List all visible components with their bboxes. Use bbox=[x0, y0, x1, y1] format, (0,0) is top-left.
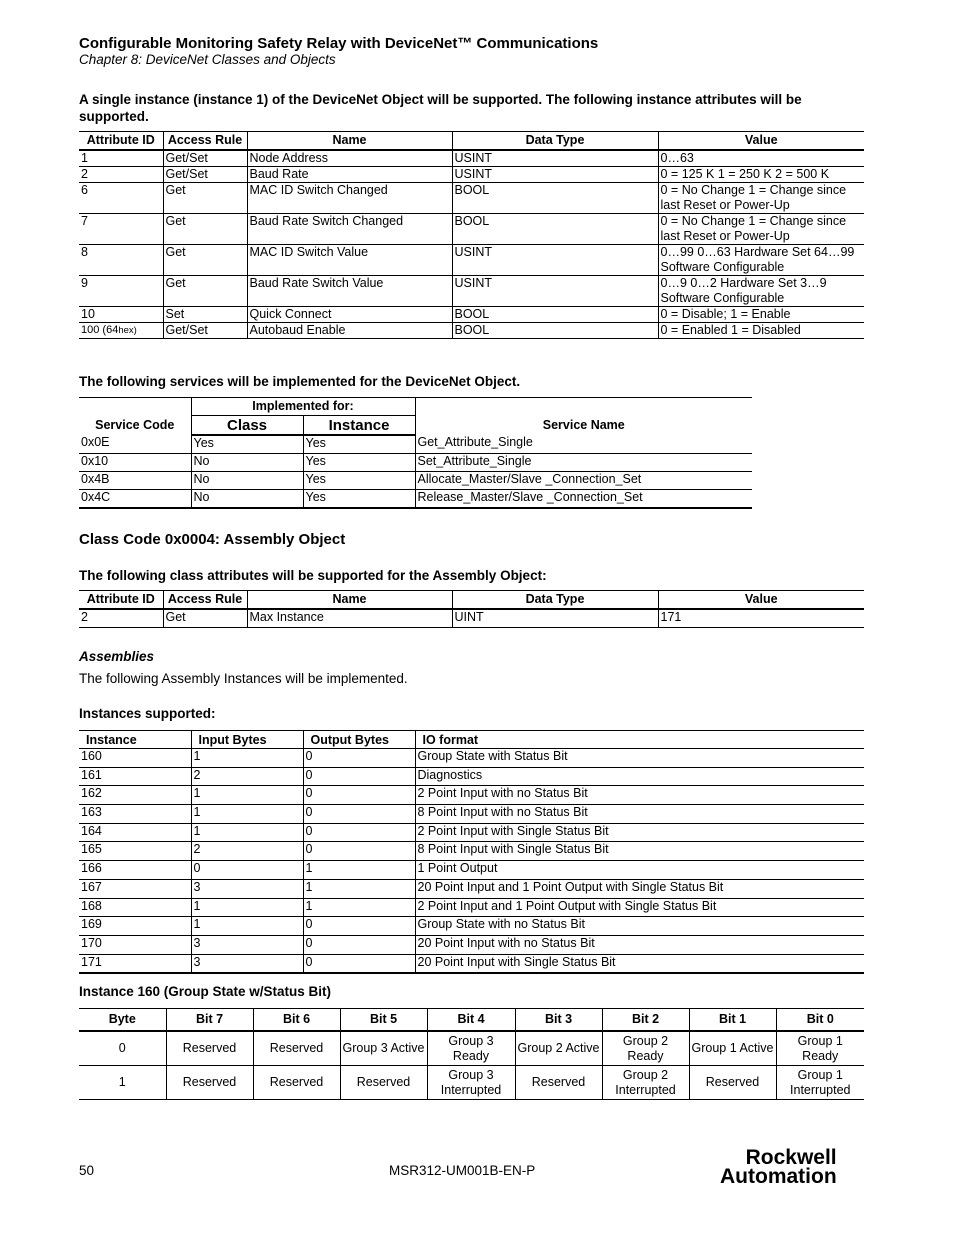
column-header: Bit 4 bbox=[427, 1009, 515, 1032]
column-header: Bit 6 bbox=[253, 1009, 340, 1032]
table-cell: Get bbox=[163, 609, 247, 628]
table-cell: Group 3 Interrupted bbox=[427, 1066, 515, 1100]
table-row bbox=[79, 842, 864, 861]
table-cell: Autobaud Enable bbox=[247, 323, 452, 339]
table-cell: Yes bbox=[303, 435, 415, 454]
table-cell: 0 = 125 K 1 = 250 K 2 = 500 K bbox=[658, 167, 864, 183]
table-cell: 0…63 bbox=[658, 150, 864, 167]
table-cell: 0…99 0…63 Hardware Set 64…99 Software Configurable bbox=[658, 245, 864, 276]
table-cell: 6 bbox=[79, 183, 163, 214]
table-cell: Get/Set bbox=[163, 323, 247, 339]
instance160-heading: Instance 160 (Group State w/Status Bit) bbox=[79, 984, 332, 999]
table-cell: USINT bbox=[452, 276, 658, 307]
table-cell: Group State with no Status Bit bbox=[415, 917, 864, 936]
column-header: Value bbox=[658, 591, 864, 610]
services-table bbox=[79, 397, 752, 509]
table-cell: Baud Rate Switch Changed bbox=[247, 214, 452, 245]
column-header: Access Rule bbox=[163, 591, 247, 610]
table-cell: Group 2 Interrupted bbox=[602, 1066, 689, 1100]
table-cell: No bbox=[191, 490, 303, 509]
table-cell: Group 3 Active bbox=[340, 1031, 427, 1066]
table-cell: 2 bbox=[191, 767, 303, 786]
class-attributes-intro: The following class attributes will be supported for the Assembly Object: bbox=[79, 568, 547, 583]
table-cell: Reserved bbox=[166, 1066, 253, 1100]
table-cell: Get/Set bbox=[163, 167, 247, 183]
table-cell: 167 bbox=[79, 879, 191, 898]
table-cell: 170 bbox=[79, 935, 191, 954]
table-cell: 163 bbox=[79, 805, 191, 824]
table-cell: 0x4C bbox=[79, 490, 191, 509]
table-cell: 0 bbox=[303, 954, 415, 973]
table-cell: 1 bbox=[303, 898, 415, 917]
table-cell: MAC ID Switch Value bbox=[247, 245, 452, 276]
table-cell: 2 Point Input with Single Status Bit bbox=[415, 823, 864, 842]
table-cell: 0 bbox=[79, 1031, 166, 1066]
table-cell: 164 bbox=[79, 823, 191, 842]
table-cell: 0…9 0…2 Hardware Set 3…9 Software Configurable bbox=[658, 276, 864, 307]
column-header: Bit 7 bbox=[166, 1009, 253, 1032]
column-header: Bit 3 bbox=[515, 1009, 602, 1032]
table-cell: 1 bbox=[191, 805, 303, 824]
table-cell: 100 (64hex) bbox=[79, 323, 163, 339]
table-cell: 0 bbox=[303, 842, 415, 861]
header-service-code: Service Code bbox=[79, 398, 191, 436]
table-cell: 10 bbox=[79, 307, 163, 323]
column-header: Data Type bbox=[452, 132, 658, 151]
table-cell: Yes bbox=[303, 454, 415, 472]
table-cell: Group 2 Active bbox=[515, 1031, 602, 1066]
hex-subscript: hex) bbox=[118, 325, 137, 336]
table-cell: 1 bbox=[191, 786, 303, 805]
column-header: Bit 0 bbox=[776, 1009, 864, 1032]
table-cell: Group 3 Ready bbox=[427, 1031, 515, 1066]
table-cell: Group State with Status Bit bbox=[415, 749, 864, 768]
table-cell: BOOL bbox=[452, 183, 658, 214]
intro-paragraph: A single instance (instance 1) of the DeviceNet Object will be supported. The following instance attributes will be supported. bbox=[79, 92, 802, 124]
column-header: Input Bytes bbox=[191, 731, 303, 749]
table-cell: 0 bbox=[303, 805, 415, 824]
table-cell: 2 bbox=[79, 609, 163, 628]
table-cell: Get bbox=[163, 214, 247, 245]
table-cell: 3 bbox=[191, 935, 303, 954]
table-cell: 0 = Disable; 1 = Enable bbox=[658, 307, 864, 323]
table-cell: 1 bbox=[191, 898, 303, 917]
table-cell: MAC ID Switch Changed bbox=[247, 183, 452, 214]
table-cell: BOOL bbox=[452, 307, 658, 323]
table-cell: 0 = No Change 1 = Change since last Reset or Power-Up bbox=[658, 214, 864, 245]
column-header: Attribute ID bbox=[79, 591, 163, 610]
table-cell: Reserved bbox=[166, 1031, 253, 1066]
table-cell: 7 bbox=[79, 214, 163, 245]
table-cell: 0 = No Change 1 = Change since last Reset or Power-Up bbox=[658, 183, 864, 214]
rockwell-automation-logo bbox=[720, 1148, 837, 1186]
table-cell: UINT bbox=[452, 609, 658, 628]
table-cell: No bbox=[191, 472, 303, 490]
table-cell: Reserved bbox=[340, 1066, 427, 1100]
table-cell: Yes bbox=[191, 435, 303, 454]
table-row bbox=[79, 183, 864, 214]
table-cell: Diagnostics bbox=[415, 767, 864, 786]
table-cell: 2 Point Input with no Status Bit bbox=[415, 786, 864, 805]
table-cell: Quick Connect bbox=[247, 307, 452, 323]
table-row bbox=[79, 454, 752, 472]
table-cell: 0x4B bbox=[79, 472, 191, 490]
table-cell: BOOL bbox=[452, 323, 658, 339]
assemblies-text: The following Assembly Instances will be implemented. bbox=[79, 671, 408, 686]
column-header: Data Type bbox=[452, 591, 658, 610]
table-cell: Group 1 Active bbox=[689, 1031, 776, 1066]
table-cell: 171 bbox=[658, 609, 864, 628]
table-cell: 1 bbox=[303, 879, 415, 898]
table-row bbox=[79, 150, 864, 167]
table-cell: Group 2 Ready bbox=[602, 1031, 689, 1066]
table-cell: 162 bbox=[79, 786, 191, 805]
table-cell: 168 bbox=[79, 898, 191, 917]
table-cell: 1 bbox=[191, 749, 303, 768]
column-header: Bit 1 bbox=[689, 1009, 776, 1032]
table-cell: Group 1 Interrupted bbox=[776, 1066, 864, 1100]
table-cell: 3 bbox=[191, 954, 303, 973]
table-cell: Baud Rate bbox=[247, 167, 452, 183]
instances-heading: Instances supported: bbox=[79, 706, 216, 721]
table-cell: 8 bbox=[79, 245, 163, 276]
table-cell: 0 bbox=[303, 823, 415, 842]
table-cell: 3 bbox=[191, 879, 303, 898]
class-code-heading: Class Code 0x0004: Assembly Object bbox=[79, 531, 346, 548]
table-row bbox=[79, 935, 864, 954]
table-row bbox=[79, 472, 752, 490]
table-cell: Get bbox=[163, 183, 247, 214]
header-instance: Instance bbox=[303, 416, 415, 436]
table-row bbox=[79, 917, 864, 936]
table-cell: 1 bbox=[79, 1066, 166, 1100]
bit-table bbox=[79, 1008, 864, 1100]
table-cell: 0 bbox=[303, 749, 415, 768]
table-cell: Get_Attribute_Single bbox=[415, 435, 752, 454]
table-cell: 1 bbox=[191, 917, 303, 936]
table-row bbox=[79, 879, 864, 898]
table-cell: Reserved bbox=[253, 1066, 340, 1100]
table-cell: 1 bbox=[79, 150, 163, 167]
table-row bbox=[79, 749, 864, 768]
table-cell: 9 bbox=[79, 276, 163, 307]
table-row bbox=[79, 167, 864, 183]
header-service-name: Service Name bbox=[415, 398, 752, 436]
table-row bbox=[79, 245, 864, 276]
column-header: Name bbox=[247, 132, 452, 151]
table-cell: Max Instance bbox=[247, 609, 452, 628]
table-cell: 0 bbox=[303, 767, 415, 786]
table-cell: Reserved bbox=[253, 1031, 340, 1066]
table-header-row bbox=[79, 132, 864, 151]
header-implemented-for: Implemented for: bbox=[191, 398, 415, 416]
column-header: Instance bbox=[79, 731, 191, 749]
table-row bbox=[79, 609, 864, 628]
table-row bbox=[79, 786, 864, 805]
table-cell: Yes bbox=[303, 472, 415, 490]
table-row bbox=[79, 435, 752, 454]
table-cell: Get bbox=[163, 276, 247, 307]
table-row bbox=[79, 490, 752, 509]
instance-attributes-table bbox=[79, 131, 864, 339]
table-cell: 2 bbox=[191, 842, 303, 861]
table-cell: 160 bbox=[79, 749, 191, 768]
table-row bbox=[79, 307, 864, 323]
table-cell: 8 Point Input with no Status Bit bbox=[415, 805, 864, 824]
table-row bbox=[79, 323, 864, 339]
column-header: Bit 2 bbox=[602, 1009, 689, 1032]
table-cell: Node Address bbox=[247, 150, 452, 167]
column-header: Access Rule bbox=[163, 132, 247, 151]
table-cell: USINT bbox=[452, 245, 658, 276]
table-cell: 20 Point Input and 1 Point Output with Single Status Bit bbox=[415, 879, 864, 898]
table-row bbox=[79, 954, 864, 973]
table-cell: 0x10 bbox=[79, 454, 191, 472]
table-row bbox=[79, 898, 864, 917]
table-cell: 1 bbox=[191, 823, 303, 842]
table-row bbox=[79, 1031, 864, 1066]
table-cell: 1 Point Output bbox=[415, 861, 864, 880]
table-cell: USINT bbox=[452, 167, 658, 183]
table-cell: USINT bbox=[452, 150, 658, 167]
table-cell: 1 bbox=[303, 861, 415, 880]
table-cell: 166 bbox=[79, 861, 191, 880]
table-cell: 0x0E bbox=[79, 435, 191, 454]
table-cell: 20 Point Input with no Status Bit bbox=[415, 935, 864, 954]
logo-line-1: Rockwell bbox=[745, 1146, 837, 1169]
table-cell: Get bbox=[163, 245, 247, 276]
table-cell: Yes bbox=[303, 490, 415, 509]
table-cell: 165 bbox=[79, 842, 191, 861]
table-row bbox=[79, 805, 864, 824]
column-header: Bit 5 bbox=[340, 1009, 427, 1032]
column-header: Output Bytes bbox=[303, 731, 415, 749]
table-row bbox=[79, 861, 864, 880]
column-header: Name bbox=[247, 591, 452, 610]
instances-table bbox=[79, 730, 864, 974]
table-cell: Release_Master/Slave _Connection_Set bbox=[415, 490, 752, 509]
table-row bbox=[79, 214, 864, 245]
column-header: Attribute ID bbox=[79, 132, 163, 151]
table-cell: Reserved bbox=[515, 1066, 602, 1100]
table-row bbox=[79, 823, 864, 842]
table-cell: 8 Point Input with Single Status Bit bbox=[415, 842, 864, 861]
table-cell: Set bbox=[163, 307, 247, 323]
table-row bbox=[79, 276, 864, 307]
column-header: Byte bbox=[79, 1009, 166, 1032]
table-row bbox=[79, 1066, 864, 1100]
header-class: Class bbox=[191, 416, 303, 436]
chapter-subtitle: Chapter 8: DeviceNet Classes and Objects bbox=[79, 52, 336, 67]
column-header: IO format bbox=[415, 731, 864, 749]
table-row bbox=[79, 767, 864, 786]
document-id: MSR312-UM001B-EN-P bbox=[389, 1163, 536, 1178]
table-cell: BOOL bbox=[452, 214, 658, 245]
table-cell: Reserved bbox=[689, 1066, 776, 1100]
table-cell: 169 bbox=[79, 917, 191, 936]
services-intro: The following services will be implemented for the DeviceNet Object. bbox=[79, 374, 521, 389]
column-header: Value bbox=[658, 132, 864, 151]
table-cell: 0 bbox=[303, 786, 415, 805]
page-number: 50 bbox=[79, 1163, 95, 1178]
table-cell: 0 = Enabled 1 = Disabled bbox=[658, 323, 864, 339]
table-cell: 2 bbox=[79, 167, 163, 183]
table-cell: 171 bbox=[79, 954, 191, 973]
table-cell: 20 Point Input with Single Status Bit bbox=[415, 954, 864, 973]
logo-line-2: Automation bbox=[720, 1165, 837, 1188]
table-cell: 2 Point Input and 1 Point Output with Single Status Bit bbox=[415, 898, 864, 917]
table-cell: Set_Attribute_Single bbox=[415, 454, 752, 472]
table-cell: Allocate_Master/Slave _Connection_Set bbox=[415, 472, 752, 490]
table-cell: 0 bbox=[303, 917, 415, 936]
class-attributes-table bbox=[79, 590, 864, 628]
table-cell: No bbox=[191, 454, 303, 472]
table-cell: Group 1 Ready bbox=[776, 1031, 864, 1066]
table-cell: Baud Rate Switch Value bbox=[247, 276, 452, 307]
table-cell: 161 bbox=[79, 767, 191, 786]
table-cell: 0 bbox=[303, 935, 415, 954]
table-cell: 0 bbox=[191, 861, 303, 880]
page-title: Configurable Monitoring Safety Relay with DeviceNet™ Communications bbox=[79, 35, 599, 52]
table-cell: Get/Set bbox=[163, 150, 247, 167]
assemblies-heading: Assemblies bbox=[79, 649, 155, 664]
